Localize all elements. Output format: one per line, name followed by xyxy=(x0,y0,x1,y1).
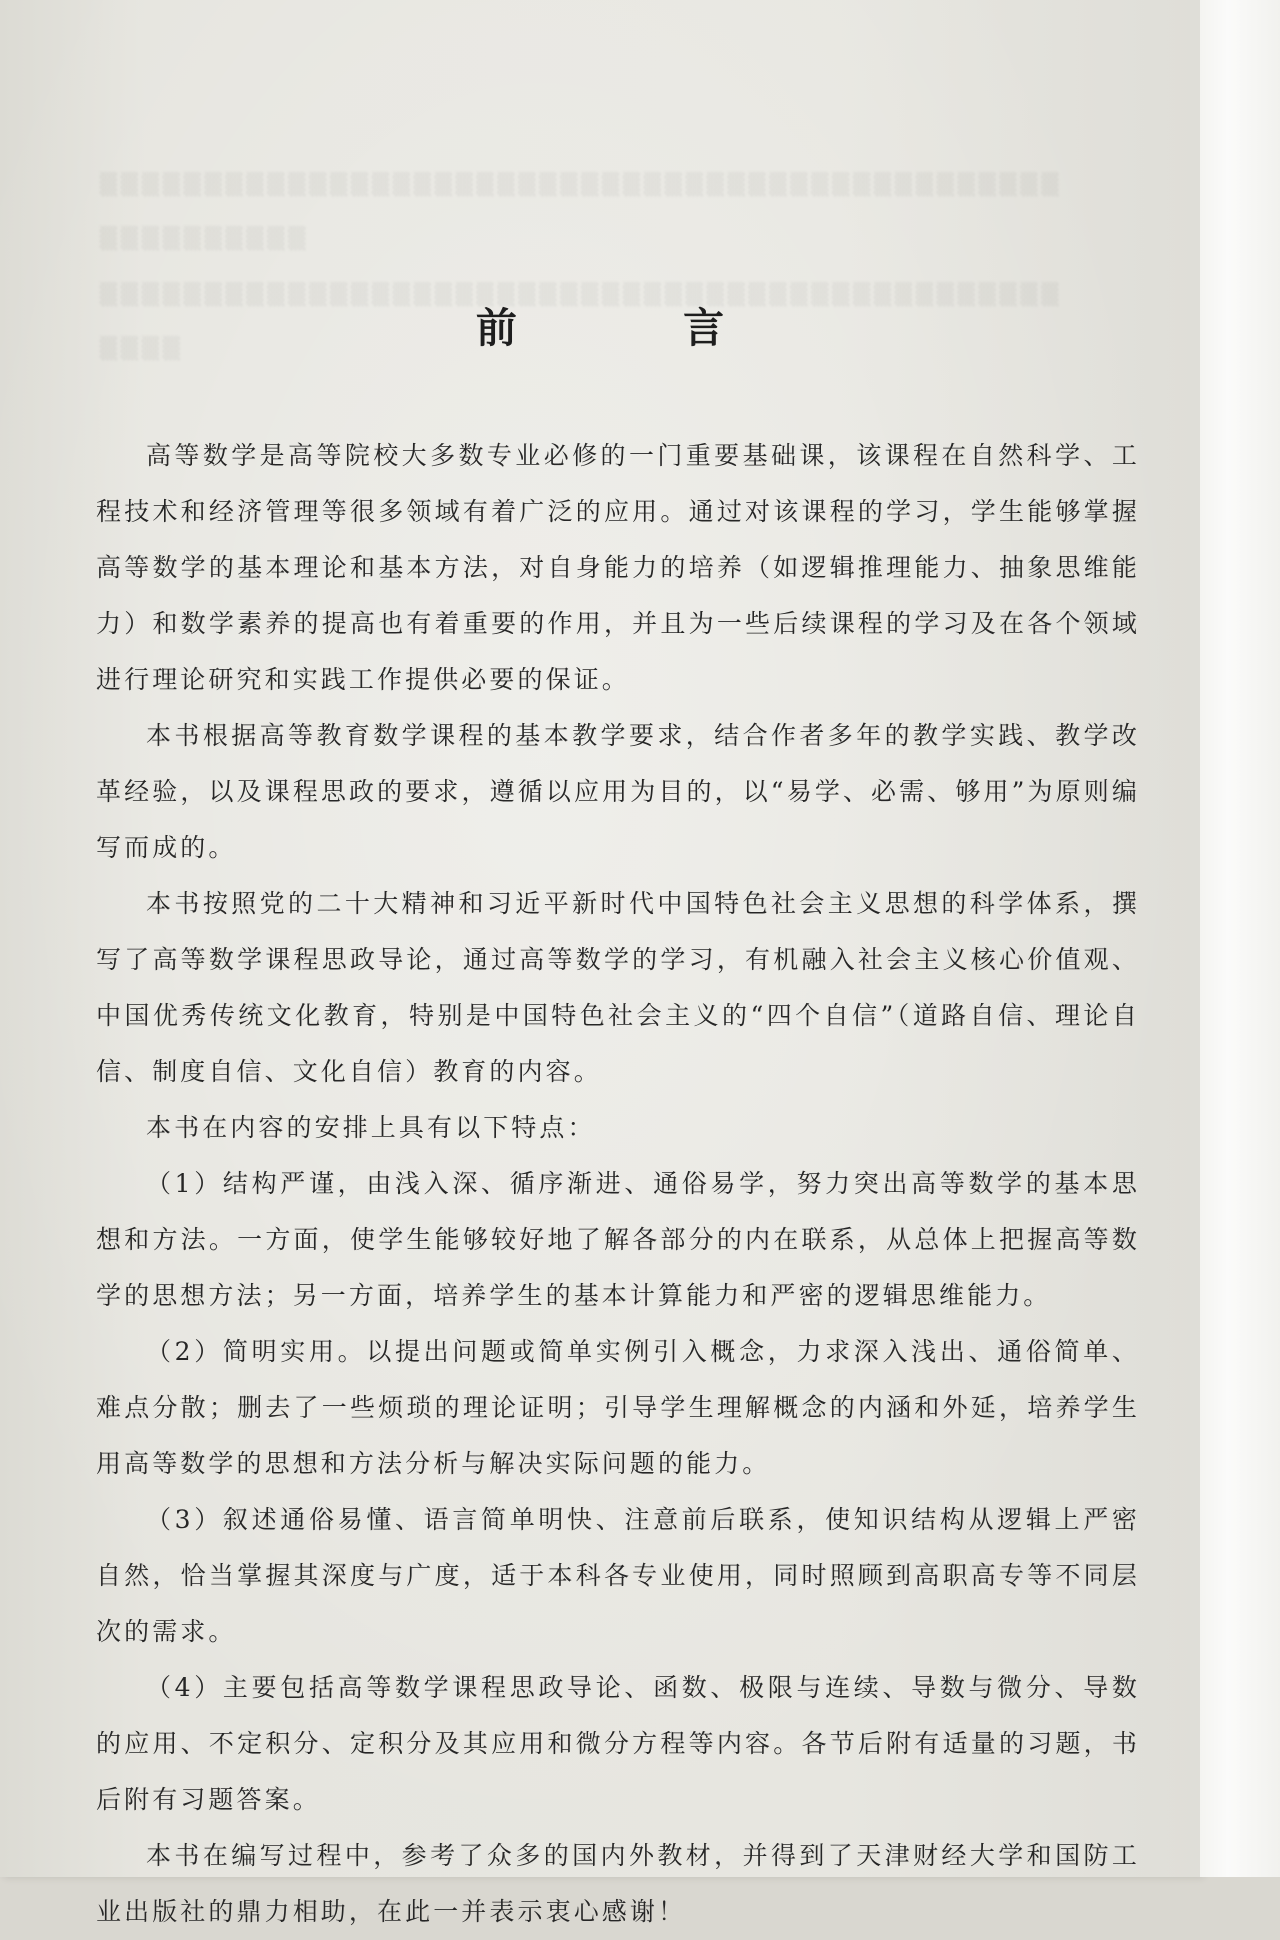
paragraph-feature-3: （3）叙述通俗易懂、语言简单明快、注意前后联系，使知识结构从逻辑上严密自然，恰当掌握其深度与广度，适于本科各专业使用，同时照顾到高职高专等不同层次的需求。 xyxy=(96,1505,1140,1646)
page-edge xyxy=(1200,0,1280,1877)
paragraph-features-intro: 本书在内容的安排上具有以下特点： xyxy=(146,1113,596,1142)
paragraph-intro: 高等数学是高等院校大多数专业必修的一门重要基础课，该课程在自然科学、工程技术和经济管理等很多领域有着广泛的应用。通过对该课程的学习，学生能够掌握高等数学的基本理论和基本方法，对自身能力的培养（如逻辑推理能力、抽象思维能力）和数学素养的提高也有着重要的作用，并且为一些后续课程的学习及在各个领域进行理论研究和实践工作提供必要的保证。 xyxy=(96,441,1140,694)
paragraph-acknowledgement: 本书在编写过程中，参考了众多的国内外教材，并得到了天津财经大学和国防工业出版社的鼎力相助，在此一并表示衷心感谢！ xyxy=(96,1841,1140,1926)
show-through-line: ▒▒▒▒ xyxy=(100,336,184,361)
paragraph-feature-4: （4）主要包括高等数学课程思政导论、函数、极限与连续、导数与微分、导数的应用、不定积分、定积分及其应用和微分方程等内容。各节后附有适量的习题，书后附有习题答案。 xyxy=(96,1673,1140,1814)
paragraph-basis: 本书根据高等教育数学课程的基本教学要求，结合作者多年的教学实践、教学改革经验，以及课程思政的要求，遵循以应用为目的，以“易学、必需、够用”为原则编写而成的。 xyxy=(96,721,1140,862)
paragraph-feature-1: （1）结构严谨，由浅入深、循序渐进、通俗易学，努力突出高等数学的基本思想和方法。一方面，使学生能够较好地了解各部分的内在联系，从总体上把握高等数学的思想方法；另一方面，培养学生的基本计算能力和严密的逻辑思维能力。 xyxy=(96,1169,1140,1310)
show-through-line: ▒▒▒▒▒▒▒▒▒▒▒▒▒▒▒▒▒▒▒▒▒▒▒▒▒▒▒▒▒▒▒▒▒▒▒▒▒▒▒▒▒▒▒▒▒▒ xyxy=(100,282,1063,307)
preface-body xyxy=(96,428,1140,1940)
page-title: 前 言 xyxy=(475,304,801,352)
paragraph-feature-2: （2）简明实用。以提出问题或简单实例引入概念，力求深入浅出、通俗简单、难点分散；删去了一些烦琐的理论证明；引导学生理解概念的内涵和外延，培养学生用高等数学的思想和方法分析与解决实际问题的能力。 xyxy=(96,1337,1140,1478)
show-through-line: ▒▒▒▒▒▒▒▒▒▒▒▒▒▒▒▒▒▒▒▒▒▒▒▒▒▒▒▒▒▒▒▒▒▒▒▒▒▒▒▒▒▒▒▒▒▒ xyxy=(100,172,1063,197)
paragraph-ideology: 本书按照党的二十大精神和习近平新时代中国特色社会主义思想的科学体系，撰写了高等数学课程思政导论，通过高等数学的学习，有机融入社会主义核心价值观、中国优秀传统文化教育，特别是中国特色社会主义的“四个自信”（道路自信、理论自信、制度自信、文化自信）教育的内容。 xyxy=(96,889,1140,1086)
show-through-line: ▒▒▒▒▒▒▒▒▒▒ xyxy=(100,226,310,251)
